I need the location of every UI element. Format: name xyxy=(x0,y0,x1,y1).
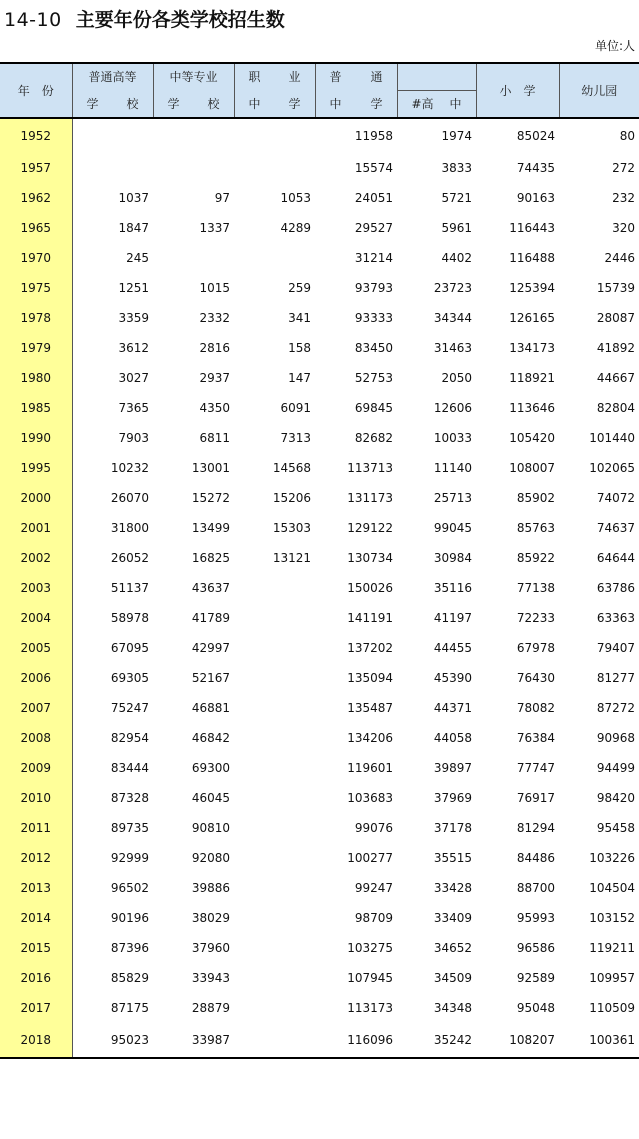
table-row xyxy=(0,483,639,513)
cell-primary: 95048 xyxy=(516,1001,555,1015)
cell-year: 1975 xyxy=(0,273,72,303)
cell-vocational xyxy=(234,993,315,1023)
cell-secondary-specialized: 41789 xyxy=(191,611,230,625)
enrollment-table xyxy=(0,62,639,1059)
cell-general-secondary: 119601 xyxy=(347,761,393,775)
cell-vocational xyxy=(234,933,315,963)
cell-primary: 81294 xyxy=(516,821,555,835)
cell-higher-education: 3359 xyxy=(118,311,149,325)
table-row xyxy=(0,303,639,333)
cell-general-secondary: 99247 xyxy=(354,881,393,895)
cell-general-secondary: 15574 xyxy=(354,161,393,175)
cell-kindergarten: 95458 xyxy=(596,821,635,835)
cell-kindergarten: 2446 xyxy=(604,251,635,265)
cell-vocational xyxy=(234,753,315,783)
cell-senior-high: 11140 xyxy=(433,461,472,475)
table-row xyxy=(0,1023,639,1058)
table-row xyxy=(0,813,639,843)
cell-higher-education: 26052 xyxy=(110,551,149,565)
cell-higher-education: 83444 xyxy=(110,761,149,775)
cell-general-secondary: 99076 xyxy=(354,821,393,835)
cell-general-secondary: 31214 xyxy=(354,251,393,265)
cell-kindergarten: 80 xyxy=(619,129,635,143)
cell-general-secondary: 100277 xyxy=(347,851,393,865)
cell-general-secondary: 103683 xyxy=(347,791,393,805)
cell-secondary-specialized: 46045 xyxy=(191,791,230,805)
cell-kindergarten: 119211 xyxy=(589,941,635,955)
table-row xyxy=(0,183,639,213)
cell-higher-education: 85829 xyxy=(110,971,149,985)
cell-general-secondary: 98709 xyxy=(354,911,393,925)
cell-vocational: 7313 xyxy=(280,431,311,445)
cell-senior-high: 4402 xyxy=(441,251,472,265)
cell-vocational: 15206 xyxy=(272,491,311,505)
cell-higher-education: 10232 xyxy=(110,461,149,475)
cell-general-secondary: 137202 xyxy=(347,641,393,655)
cell-secondary-specialized: 43637 xyxy=(191,581,230,595)
cell-senior-high: 31463 xyxy=(433,341,472,355)
cell-year: 2008 xyxy=(0,723,72,753)
unit-label: 单位:人 xyxy=(594,39,635,53)
cell-primary: 96586 xyxy=(516,941,555,955)
cell-year: 2002 xyxy=(0,543,72,573)
cell-senior-high: 30984 xyxy=(433,551,472,565)
cell-secondary-specialized: 37960 xyxy=(191,941,230,955)
cell-senior-high: 44058 xyxy=(433,731,472,745)
cell-secondary-specialized: 90810 xyxy=(191,821,230,835)
cell-primary: 113646 xyxy=(509,401,555,415)
table-title: 主要年份各类学校招生数 xyxy=(75,9,285,31)
table-row xyxy=(0,873,639,903)
table-row xyxy=(0,663,639,693)
cell-senior-high: 1974 xyxy=(441,129,472,143)
cell-higher-education: 87328 xyxy=(110,791,149,805)
table-row xyxy=(0,753,639,783)
cell-senior-high: 99045 xyxy=(433,521,472,535)
cell-secondary-specialized: 2937 xyxy=(199,371,230,385)
cell-primary: 134173 xyxy=(509,341,555,355)
table-row xyxy=(0,393,639,423)
cell-year: 2009 xyxy=(0,753,72,783)
cell-vocational xyxy=(234,783,315,813)
cell-year: 2017 xyxy=(0,993,72,1023)
cell-higher-education: 75247 xyxy=(110,701,149,715)
cell-vocational xyxy=(234,633,315,663)
cell-general-secondary: 103275 xyxy=(347,941,393,955)
cell-year: 2000 xyxy=(0,483,72,513)
cell-vocational xyxy=(234,153,315,183)
cell-secondary-specialized: 33943 xyxy=(191,971,230,985)
cell-general-secondary: 93793 xyxy=(354,281,393,295)
cell-senior-high: 23723 xyxy=(433,281,472,295)
cell-secondary-specialized: 2332 xyxy=(199,311,230,325)
cell-higher-education: 96502 xyxy=(110,881,149,895)
cell-higher-education: 31800 xyxy=(110,521,149,535)
cell-kindergarten: 320 xyxy=(612,221,635,235)
table-row xyxy=(0,213,639,243)
cell-secondary-specialized: 16825 xyxy=(191,551,230,565)
cell-primary: 95993 xyxy=(516,911,555,925)
table-row xyxy=(0,783,639,813)
cell-secondary-specialized: 4350 xyxy=(199,401,230,415)
cell-primary: 92589 xyxy=(516,971,555,985)
cell-general-secondary: 131173 xyxy=(347,491,393,505)
cell-secondary-specialized: 46842 xyxy=(191,731,230,745)
cell-secondary-specialized: 39886 xyxy=(191,881,230,895)
header-year: 年 份 xyxy=(0,63,72,118)
cell-year: 1965 xyxy=(0,213,72,243)
cell-secondary-specialized xyxy=(153,243,234,273)
cell-secondary-specialized: 1015 xyxy=(199,281,230,295)
cell-higher-education: 3027 xyxy=(118,371,149,385)
cell-vocational: 1053 xyxy=(280,191,311,205)
cell-general-secondary: 113713 xyxy=(347,461,393,475)
cell-senior-high: 10033 xyxy=(433,431,472,445)
cell-higher-education: 26070 xyxy=(110,491,149,505)
table-row xyxy=(0,153,639,183)
cell-vocational: 259 xyxy=(288,281,311,295)
cell-year: 2016 xyxy=(0,963,72,993)
cell-primary: 85763 xyxy=(516,521,555,535)
table-row xyxy=(0,993,639,1023)
header-higher-education: 普通高等 xyxy=(72,63,153,91)
cell-higher-education xyxy=(72,153,153,183)
cell-higher-education: 95023 xyxy=(72,1023,153,1058)
cell-kindergarten: 87272 xyxy=(596,701,635,715)
cell-year: 2007 xyxy=(0,693,72,723)
table-row xyxy=(0,513,639,543)
cell-primary: 72233 xyxy=(516,611,555,625)
table-number: 14-10 xyxy=(4,9,62,31)
cell-higher-education: 90196 xyxy=(110,911,149,925)
cell-general-secondary: 135094 xyxy=(347,671,393,685)
table-row xyxy=(0,903,639,933)
table-row xyxy=(0,603,639,633)
cell-kindergarten: 103152 xyxy=(589,911,635,925)
table-row xyxy=(0,633,639,663)
cell-primary: 78082 xyxy=(516,701,555,715)
header-senior-high: #高 中 xyxy=(397,91,476,119)
cell-senior-high: 35515 xyxy=(433,851,472,865)
cell-secondary-specialized: 52167 xyxy=(191,671,230,685)
cell-higher-education: 1847 xyxy=(118,221,149,235)
cell-vocational: 15303 xyxy=(272,521,311,535)
table-row xyxy=(0,363,639,393)
table-row xyxy=(0,723,639,753)
cell-primary: 67978 xyxy=(516,641,555,655)
cell-year: 2014 xyxy=(0,903,72,933)
cell-primary: 116443 xyxy=(509,221,555,235)
table-row xyxy=(0,693,639,723)
cell-kindergarten: 79407 xyxy=(596,641,635,655)
cell-vocational xyxy=(234,663,315,693)
cell-kindergarten: 109957 xyxy=(589,971,635,985)
cell-primary: 125394 xyxy=(509,281,555,295)
cell-year: 2001 xyxy=(0,513,72,543)
cell-year: 2011 xyxy=(0,813,72,843)
cell-higher-education xyxy=(72,118,153,153)
cell-vocational xyxy=(234,843,315,873)
cell-kindergarten: 110509 xyxy=(589,1001,635,1015)
cell-higher-education: 67095 xyxy=(110,641,149,655)
cell-vocational xyxy=(234,813,315,843)
cell-year: 1990 xyxy=(0,423,72,453)
cell-higher-education: 3612 xyxy=(118,341,149,355)
cell-general-secondary: 82682 xyxy=(354,431,393,445)
cell-vocational: 341 xyxy=(288,311,311,325)
cell-senior-high: 37969 xyxy=(433,791,472,805)
cell-senior-high: 34348 xyxy=(433,1001,472,1015)
header-kindergarten: 幼儿园 xyxy=(559,63,639,118)
header-vocational: 职 业 xyxy=(234,63,315,91)
cell-senior-high: 39897 xyxy=(433,761,472,775)
cell-year: 2010 xyxy=(0,783,72,813)
cell-higher-education: 92999 xyxy=(110,851,149,865)
cell-higher-education: 245 xyxy=(126,251,149,265)
cell-kindergarten: 232 xyxy=(612,191,635,205)
cell-vocational: 13121 xyxy=(272,551,311,565)
cell-senior-high: 37178 xyxy=(433,821,472,835)
cell-senior-high: 45390 xyxy=(433,671,472,685)
cell-secondary-specialized xyxy=(153,118,234,153)
cell-kindergarten: 63363 xyxy=(596,611,635,625)
cell-secondary-specialized: 15272 xyxy=(191,491,230,505)
cell-vocational: 6091 xyxy=(280,401,311,415)
cell-year: 2005 xyxy=(0,633,72,663)
cell-kindergarten: 15739 xyxy=(596,281,635,295)
cell-year: 2004 xyxy=(0,603,72,633)
cell-secondary-specialized: 2816 xyxy=(199,341,230,355)
table-row xyxy=(0,453,639,483)
header-secondary-specialized-sub: 学 校 xyxy=(153,91,234,119)
table-row xyxy=(0,843,639,873)
table-row xyxy=(0,333,639,363)
cell-vocational: 158 xyxy=(288,341,311,355)
cell-senior-high: 44455 xyxy=(433,641,472,655)
cell-senior-high: 5721 xyxy=(441,191,472,205)
cell-secondary-specialized xyxy=(153,153,234,183)
header-primary: 小 学 xyxy=(476,63,559,118)
cell-kindergarten: 64644 xyxy=(596,551,635,565)
cell-vocational xyxy=(234,903,315,933)
cell-year: 1980 xyxy=(0,363,72,393)
cell-kindergarten: 41892 xyxy=(596,341,635,355)
cell-general-secondary: 52753 xyxy=(354,371,393,385)
cell-primary: 85024 xyxy=(516,129,555,143)
cell-senior-high: 41197 xyxy=(433,611,472,625)
cell-general-secondary: 83450 xyxy=(354,341,393,355)
cell-general-secondary: 11958 xyxy=(354,129,393,143)
cell-kindergarten: 100361 xyxy=(559,1023,639,1058)
header-general-secondary-sub: 中 学 xyxy=(315,91,397,119)
cell-vocational xyxy=(234,963,315,993)
cell-year: 1970 xyxy=(0,243,72,273)
table-body xyxy=(0,118,639,1058)
cell-primary: 76430 xyxy=(516,671,555,685)
table-row xyxy=(0,423,639,453)
table-header xyxy=(0,63,639,118)
cell-year: 1978 xyxy=(0,303,72,333)
cell-higher-education: 51137 xyxy=(110,581,149,595)
cell-year: 2018 xyxy=(0,1023,72,1058)
cell-general-secondary: 107945 xyxy=(347,971,393,985)
cell-kindergarten: 74072 xyxy=(596,491,635,505)
table-row xyxy=(0,118,639,153)
header-higher-education-sub: 学 校 xyxy=(72,91,153,119)
cell-kindergarten: 74637 xyxy=(596,521,635,535)
cell-vocational xyxy=(234,693,315,723)
cell-kindergarten: 90968 xyxy=(596,731,635,745)
cell-vocational xyxy=(234,573,315,603)
cell-primary: 76917 xyxy=(516,791,555,805)
cell-secondary-specialized: 33987 xyxy=(153,1023,234,1058)
cell-senior-high: 2050 xyxy=(441,371,472,385)
cell-kindergarten: 82804 xyxy=(596,401,635,415)
cell-general-secondary: 130734 xyxy=(347,551,393,565)
cell-primary: 116488 xyxy=(509,251,555,265)
cell-kindergarten: 63786 xyxy=(596,581,635,595)
cell-year: 1985 xyxy=(0,393,72,423)
page-title xyxy=(4,6,285,34)
cell-general-secondary: 113173 xyxy=(347,1001,393,1015)
cell-secondary-specialized: 69300 xyxy=(191,761,230,775)
cell-higher-education: 87396 xyxy=(110,941,149,955)
cell-kindergarten: 94499 xyxy=(596,761,635,775)
cell-higher-education: 69305 xyxy=(110,671,149,685)
cell-primary: 90163 xyxy=(516,191,555,205)
cell-kindergarten: 44667 xyxy=(596,371,635,385)
cell-primary: 85922 xyxy=(516,551,555,565)
header-secondary-specialized: 中等专业 xyxy=(153,63,234,91)
cell-senior-high: 33409 xyxy=(433,911,472,925)
cell-higher-education: 89735 xyxy=(110,821,149,835)
cell-year: 2013 xyxy=(0,873,72,903)
cell-year: 1957 xyxy=(0,153,72,183)
cell-higher-education: 1037 xyxy=(118,191,149,205)
cell-primary: 77138 xyxy=(516,581,555,595)
cell-higher-education: 7365 xyxy=(118,401,149,415)
cell-general-secondary: 141191 xyxy=(347,611,393,625)
cell-kindergarten: 272 xyxy=(612,161,635,175)
cell-secondary-specialized: 92080 xyxy=(191,851,230,865)
header-general-secondary-span xyxy=(397,63,476,91)
cell-vocational xyxy=(234,243,315,273)
header-general-secondary: 普 通 xyxy=(315,63,397,91)
cell-general-secondary: 116096 xyxy=(315,1023,397,1058)
cell-vocational xyxy=(234,118,315,153)
cell-senior-high: 44371 xyxy=(433,701,472,715)
cell-secondary-specialized: 6811 xyxy=(199,431,230,445)
cell-senior-high: 12606 xyxy=(433,401,472,415)
cell-vocational xyxy=(234,873,315,903)
cell-secondary-specialized: 38029 xyxy=(191,911,230,925)
cell-general-secondary: 134206 xyxy=(347,731,393,745)
cell-year: 2006 xyxy=(0,663,72,693)
cell-senior-high: 33428 xyxy=(433,881,472,895)
cell-general-secondary: 29527 xyxy=(354,221,393,235)
cell-general-secondary: 69845 xyxy=(354,401,393,415)
cell-primary: 74435 xyxy=(516,161,555,175)
cell-primary: 77747 xyxy=(516,761,555,775)
cell-year: 2012 xyxy=(0,843,72,873)
cell-vocational xyxy=(234,603,315,633)
cell-senior-high: 34509 xyxy=(433,971,472,985)
cell-general-secondary: 93333 xyxy=(354,311,393,325)
cell-secondary-specialized: 42997 xyxy=(191,641,230,655)
cell-vocational xyxy=(234,723,315,753)
cell-primary: 84486 xyxy=(516,851,555,865)
cell-year: 1995 xyxy=(0,453,72,483)
cell-kindergarten: 28087 xyxy=(596,311,635,325)
table-row xyxy=(0,933,639,963)
cell-senior-high: 3833 xyxy=(441,161,472,175)
cell-kindergarten: 81277 xyxy=(596,671,635,685)
table-row xyxy=(0,273,639,303)
cell-year: 2003 xyxy=(0,573,72,603)
header-vocational-sub: 中 学 xyxy=(234,91,315,119)
cell-kindergarten: 101440 xyxy=(589,431,635,445)
cell-primary: 76384 xyxy=(516,731,555,745)
cell-vocational: 4289 xyxy=(280,221,311,235)
cell-higher-education: 7903 xyxy=(118,431,149,445)
cell-vocational: 147 xyxy=(288,371,311,385)
cell-primary: 105420 xyxy=(509,431,555,445)
cell-general-secondary: 129122 xyxy=(347,521,393,535)
cell-senior-high: 35242 xyxy=(397,1023,476,1058)
cell-primary: 85902 xyxy=(516,491,555,505)
cell-primary: 126165 xyxy=(509,311,555,325)
cell-secondary-specialized: 46881 xyxy=(191,701,230,715)
cell-senior-high: 35116 xyxy=(433,581,472,595)
cell-year: 1952 xyxy=(0,118,72,153)
cell-kindergarten: 102065 xyxy=(589,461,635,475)
cell-secondary-specialized: 13499 xyxy=(191,521,230,535)
cell-general-secondary: 24051 xyxy=(354,191,393,205)
cell-primary: 108007 xyxy=(509,461,555,475)
cell-kindergarten: 98420 xyxy=(596,791,635,805)
cell-general-secondary: 150026 xyxy=(347,581,393,595)
table-row xyxy=(0,573,639,603)
cell-higher-education: 1251 xyxy=(118,281,149,295)
cell-senior-high: 34652 xyxy=(433,941,472,955)
cell-secondary-specialized: 28879 xyxy=(191,1001,230,1015)
table-row xyxy=(0,243,639,273)
cell-kindergarten: 103226 xyxy=(589,851,635,865)
cell-higher-education: 82954 xyxy=(110,731,149,745)
cell-higher-education: 58978 xyxy=(110,611,149,625)
cell-primary: 118921 xyxy=(509,371,555,385)
table-row xyxy=(0,543,639,573)
cell-vocational: 14568 xyxy=(272,461,311,475)
cell-senior-high: 34344 xyxy=(433,311,472,325)
cell-secondary-specialized: 1337 xyxy=(199,221,230,235)
cell-higher-education: 87175 xyxy=(110,1001,149,1015)
cell-kindergarten: 104504 xyxy=(589,881,635,895)
table-row xyxy=(0,963,639,993)
cell-secondary-specialized: 13001 xyxy=(191,461,230,475)
cell-year: 1979 xyxy=(0,333,72,363)
cell-year: 1962 xyxy=(0,183,72,213)
cell-primary: 88700 xyxy=(516,881,555,895)
cell-primary: 108207 xyxy=(476,1023,559,1058)
cell-senior-high: 5961 xyxy=(441,221,472,235)
cell-year: 2015 xyxy=(0,933,72,963)
cell-senior-high: 25713 xyxy=(433,491,472,505)
cell-general-secondary: 135487 xyxy=(347,701,393,715)
cell-secondary-specialized: 97 xyxy=(214,191,230,205)
cell-vocational xyxy=(234,1023,315,1058)
